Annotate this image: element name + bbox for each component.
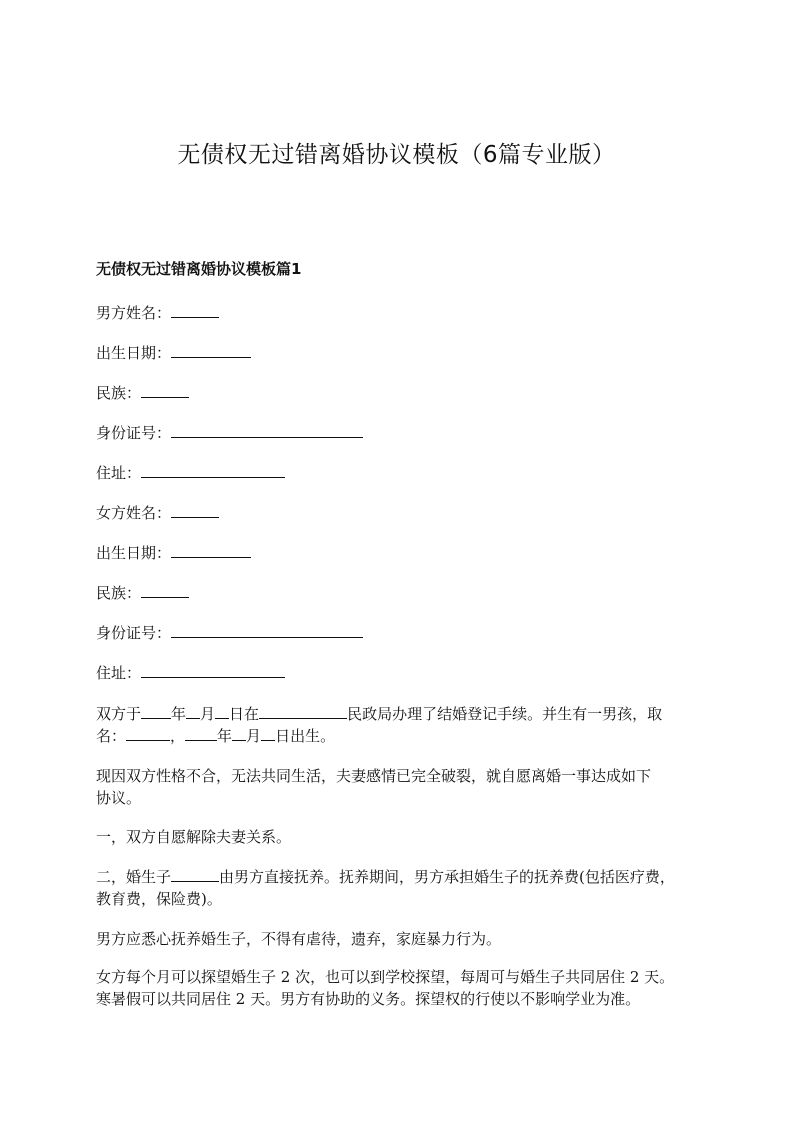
clause-1: 一，双方自愿解除夫妻关系。 <box>96 828 292 846</box>
field-male-name <box>96 302 219 324</box>
blank-line <box>171 423 363 438</box>
field-label: 身份证号： <box>96 424 172 442</box>
blank-line <box>185 726 217 741</box>
text-fragment: 月 <box>246 727 262 745</box>
clause-3: 男方应悉心抚养婚生子，不得有虐待，遗弃，家庭暴力行为。 <box>96 930 502 948</box>
clause-2-line2: 教育费，保险费)。 <box>96 890 222 908</box>
field-female-address <box>96 662 285 684</box>
field-label: 女方姓名： <box>96 504 172 522</box>
text-fragment: 民政局办理了结婚登记手续。并生有一男孩，取 <box>347 705 663 723</box>
marriage-paragraph-line1 <box>96 703 662 725</box>
field-label: 出生日期： <box>96 344 172 362</box>
blank-line <box>171 503 219 518</box>
blank-line <box>141 663 285 678</box>
blank-line <box>232 726 246 741</box>
blank-line <box>171 623 363 638</box>
field-label: 民族： <box>96 584 142 602</box>
text-fragment: 日出生。 <box>275 727 336 745</box>
blank-line <box>261 726 275 741</box>
field-male-id <box>96 422 363 444</box>
blank-line <box>141 463 285 478</box>
text-fragment: 由男方直接抚养。抚养期间，男方承担婚生子的抚养费(包括医疗费， <box>219 868 675 886</box>
reason-line1: 现因双方性格不合，无法共同生活，夫妻感情已完全破裂，就自愿离婚一事达成如下 <box>96 767 652 785</box>
blank-line <box>171 543 251 558</box>
field-label: 身份证号： <box>96 624 172 642</box>
field-male-address <box>96 462 285 484</box>
field-female-birthdate <box>96 542 251 564</box>
reason-line2: 协议。 <box>96 789 142 807</box>
text-fragment: 年 <box>171 705 187 723</box>
field-label: 出生日期： <box>96 544 172 562</box>
field-male-ethnicity <box>96 382 189 404</box>
field-label: 民族： <box>96 384 142 402</box>
field-female-id <box>96 622 363 644</box>
text-fragment: 月 <box>200 705 216 723</box>
blank-line <box>126 726 170 741</box>
field-male-birthdate <box>96 342 251 364</box>
text-fragment: 日在 <box>229 705 260 723</box>
text-fragment: 双方于 <box>96 705 142 723</box>
clause-2-line1 <box>96 866 675 888</box>
field-female-ethnicity <box>96 582 189 604</box>
field-label: 男方姓名： <box>96 304 172 322</box>
blank-line <box>141 383 189 398</box>
field-label: 住址： <box>96 664 142 682</box>
field-female-name <box>96 502 219 524</box>
text-fragment: 名： <box>96 727 127 745</box>
clause-4-line2: 寒暑假可以共同居住 2 天。男方有协助的义务。探望权的行使以不影响学业为准。 <box>96 990 641 1008</box>
blank-line <box>186 704 200 719</box>
clause-4-line1: 女方每个月可以探望婚生子 2 次，也可以到学校探望，每周可与婚生子共同居住 2 天。 <box>96 968 675 986</box>
blank-line <box>141 583 189 598</box>
blank-line <box>215 704 229 719</box>
blank-line <box>171 343 251 358</box>
field-label: 住址： <box>96 464 142 482</box>
blank-line <box>171 867 219 882</box>
text-fragment: ， <box>170 727 186 745</box>
marriage-paragraph-line2 <box>96 725 335 747</box>
section-title: 无债权无过错离婚协议模板篇1 <box>96 260 302 278</box>
blank-line <box>171 303 219 318</box>
blank-line <box>141 704 171 719</box>
text-fragment: 年 <box>217 727 233 745</box>
text-fragment: 二，婚生子 <box>96 868 172 886</box>
blank-line <box>259 704 347 719</box>
document-title: 无债权无过错离婚协议模板（6篇专业版） <box>177 142 616 168</box>
